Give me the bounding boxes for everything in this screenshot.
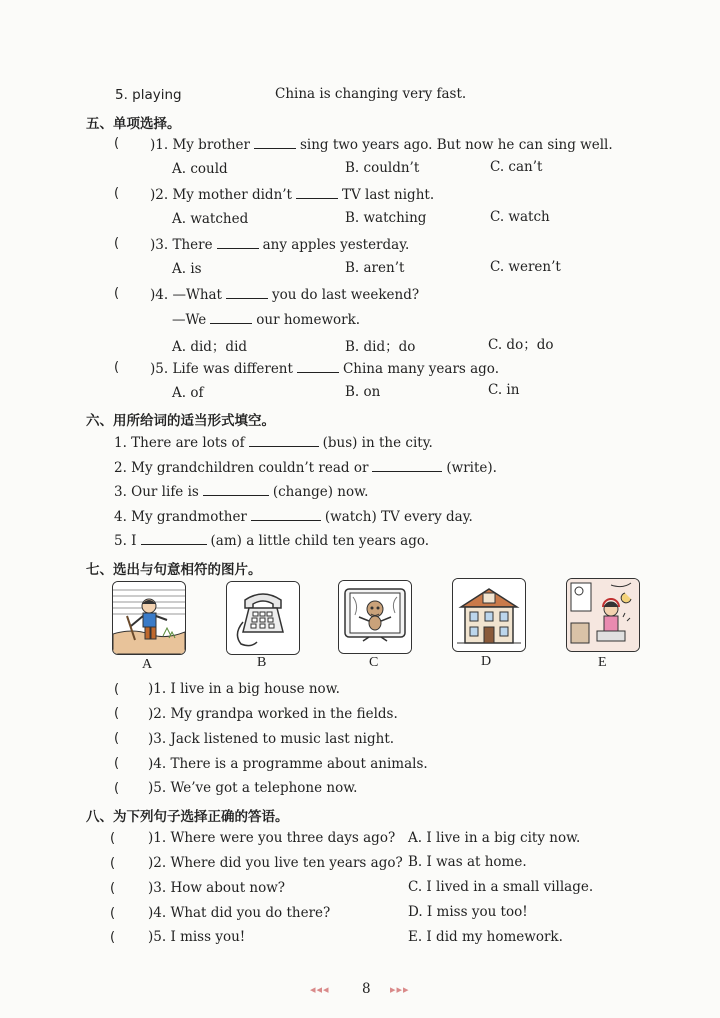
answer-option-d: D. I miss you too! — [408, 904, 528, 920]
option-c[interactable]: C. do；do — [488, 337, 554, 353]
picture-c-label: C — [369, 655, 379, 670]
answer-blank[interactable] — [210, 311, 252, 324]
girl-listening-music-icon — [567, 579, 639, 651]
question-text: sing two years ago. But now he can sing well. — [299, 137, 613, 153]
answer-paren[interactable]: ( — [114, 360, 120, 375]
question-text: you do last weekend? — [271, 287, 420, 303]
answer-option-e: E. I did my homework. — [408, 929, 563, 945]
footer-right-arrows-icon: ▸▸▸ — [390, 983, 410, 996]
page-number: 8 — [362, 981, 371, 997]
match-sentence-2: )2. My grandpa worked in the fields. — [148, 706, 398, 722]
option-a[interactable]: A. of — [172, 385, 204, 401]
question-3: )3. How about now? — [148, 880, 286, 896]
picture-b-label: B — [257, 655, 267, 670]
top-line-sentence: China is changing very fast. — [275, 86, 467, 102]
section8-title: 八、为下列句子选择正确的答语。 — [86, 809, 289, 825]
answer-paren[interactable]: ( — [114, 286, 120, 301]
option-b[interactable]: B. watching — [345, 210, 427, 226]
answer-paren[interactable]: ( — [110, 831, 116, 846]
fill-text: 2. My grandchildren couldn’t read or — [114, 460, 369, 476]
fill-item-4 — [114, 508, 473, 525]
fill-blank[interactable] — [249, 434, 319, 447]
picture-a[interactable] — [112, 581, 186, 655]
answer-blank[interactable] — [217, 236, 259, 249]
footer-left-arrows-icon: ◂◂◂ — [310, 983, 330, 996]
fill-item-5 — [114, 532, 429, 549]
top-line-number: 5. playing — [115, 87, 182, 103]
question-text: —We — [172, 312, 207, 328]
picture-b[interactable] — [226, 581, 300, 655]
question-text: )1. My brother — [150, 137, 250, 153]
farmer-working-icon — [113, 582, 185, 654]
question-text: )2. My mother didn’t — [150, 187, 292, 203]
big-house-icon — [453, 579, 525, 651]
answer-paren[interactable]: ( — [114, 186, 120, 201]
answer-blank[interactable] — [254, 136, 296, 149]
question-text: )5. Life was different — [150, 361, 293, 377]
option-a[interactable]: A. did；did — [172, 339, 248, 355]
match-sentence-4: )4. There is a programme about animals. — [148, 756, 428, 772]
telephone-icon — [227, 582, 299, 654]
answer-paren[interactable]: ( — [114, 236, 120, 251]
section6-title: 六、用所给词的适当形式填空。 — [86, 413, 275, 429]
question-text: TV last night. — [341, 187, 435, 203]
picture-a-label: A — [142, 657, 153, 672]
option-b[interactable]: B. couldn’t — [345, 160, 420, 176]
answer-paren[interactable]: ( — [110, 856, 116, 871]
match-sentence-1: )1. I live in a big house now. — [148, 681, 340, 697]
answer-paren[interactable]: ( — [110, 881, 116, 896]
answer-option-a: A. I live in a big city now. — [408, 830, 581, 846]
fill-blank[interactable] — [251, 508, 321, 521]
picture-e[interactable] — [566, 578, 640, 652]
picture-e-label: E — [598, 655, 607, 670]
fill-item-2 — [114, 459, 497, 476]
monkey-tv-icon — [339, 581, 411, 653]
answer-paren[interactable]: ( — [114, 136, 120, 151]
option-c[interactable]: C. can’t — [490, 159, 543, 175]
fill-text: 4. My grandmother — [114, 509, 247, 525]
option-a[interactable]: A. watched — [172, 211, 249, 227]
answer-blank[interactable] — [226, 286, 268, 299]
answer-paren[interactable]: ( — [114, 781, 120, 796]
section5-title: 五、单项选择。 — [86, 116, 181, 132]
fill-blank[interactable] — [203, 483, 269, 496]
option-c[interactable]: C. in — [488, 382, 520, 398]
question-text: China many years ago. — [342, 361, 499, 377]
question-text: our homework. — [256, 312, 361, 328]
answer-option-c: C. I lived in a small village. — [408, 879, 594, 895]
option-c[interactable]: C. watch — [490, 209, 550, 225]
fill-text: (bus) in the city. — [322, 435, 433, 451]
option-c[interactable]: C. weren’t — [490, 259, 561, 275]
answer-paren[interactable]: ( — [114, 756, 120, 771]
fill-text: 3. Our life is — [114, 484, 199, 500]
section7-title: 七、选出与句意相符的图片。 — [86, 562, 262, 578]
fill-text: (write). — [446, 460, 497, 476]
answer-paren[interactable]: ( — [114, 706, 120, 721]
picture-d[interactable] — [452, 578, 526, 652]
question-1: )1. Where were you three days ago? — [148, 830, 396, 846]
fill-text: 1. There are lots of — [114, 435, 245, 451]
match-sentence-3: )3. Jack listened to music last night. — [148, 731, 395, 747]
option-b[interactable]: B. aren’t — [345, 260, 405, 276]
answer-blank[interactable] — [297, 360, 339, 373]
question-text: any apples yesterday. — [262, 237, 410, 253]
fill-blank[interactable] — [372, 459, 442, 472]
fill-blank[interactable] — [141, 532, 207, 545]
picture-d-label: D — [481, 654, 492, 669]
answer-paren[interactable]: ( — [110, 930, 116, 945]
fill-text: (watch) TV every day. — [324, 509, 473, 525]
fill-item-3 — [114, 483, 368, 500]
question-4: )4. What did you do there? — [148, 905, 331, 921]
fill-text: 5. I — [114, 533, 137, 549]
answer-paren[interactable]: ( — [114, 682, 120, 697]
option-a[interactable]: A. is — [172, 261, 202, 277]
question-text: )3. There — [150, 237, 213, 253]
answer-option-b: B. I was at home. — [408, 854, 527, 870]
answer-paren[interactable]: ( — [114, 731, 120, 746]
fill-text: (am) a little child ten years ago. — [210, 533, 430, 549]
fill-item-1 — [114, 434, 433, 451]
question-5: )5. I miss you! — [148, 929, 246, 945]
option-b[interactable]: B. did；do — [345, 339, 416, 355]
question-2: )2. Where did you live ten years ago? — [148, 855, 403, 871]
answer-paren[interactable]: ( — [110, 906, 116, 921]
fill-text: (change) now. — [272, 484, 369, 500]
picture-c[interactable] — [338, 580, 412, 654]
question-text: )4. —What — [150, 287, 222, 303]
answer-blank[interactable] — [296, 186, 338, 199]
option-a[interactable]: A. could — [172, 161, 228, 177]
match-sentence-5: )5. We’ve got a telephone now. — [148, 780, 358, 796]
option-b[interactable]: B. on — [345, 384, 381, 400]
